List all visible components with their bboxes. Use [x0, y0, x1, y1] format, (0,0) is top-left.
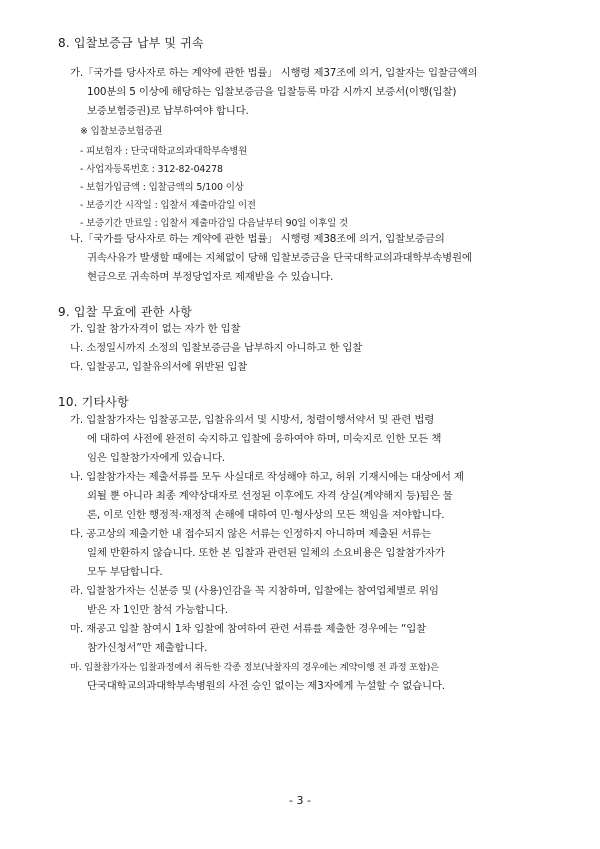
paragraph	[70, 320, 546, 339]
paragraph-line: 마. 재공고 입찰 참여시 1차 입찰에 참여하여 관련 서류를 제출한 경우에는 “입찰	[70, 623, 427, 635]
paragraph	[70, 339, 546, 358]
paragraph-line: 나. 소정일시까지 소정의 입찰보증금을 납부하지 아니하고 한 입찰	[70, 342, 363, 354]
sub-item: - 사업자등록번호 : 312-82-04278	[80, 164, 223, 175]
paragraph-line: 외될 뿐 아니라 최종 계약상대자로 선정된 이후에도 자격 상실(계약해지 등)됨은 물	[87, 490, 453, 502]
paragraph-line: 단국대학교의과대학부속병원의 사전 승인 없이는 제3자에게 누설할 수 없습니다.	[87, 680, 445, 692]
paragraph	[70, 411, 546, 468]
paragraph	[70, 658, 546, 696]
paragraph	[70, 468, 546, 525]
paragraph	[70, 230, 546, 287]
paragraph	[70, 620, 546, 658]
paragraph	[70, 525, 546, 582]
paragraph	[70, 64, 546, 121]
paragraph-line: 라. 입찰참가자는 신분증 및 (사용)인감을 꼭 지참하며, 입찰에는 참여업체별로 위임	[70, 585, 439, 597]
paragraph-line: 다. 공고상의 제출기한 내 접수되지 않은 서류는 인정하지 아니하며 제출된 서류는	[70, 528, 431, 540]
paragraph-line: 에 대하여 사전에 완전히 숙지하고 입찰에 응하여야 하며, 미숙지로 인한 모든 책	[87, 433, 442, 445]
page-number: - 3 -	[289, 794, 311, 807]
paragraph-line: 현금으로 귀속하며 부정당업자로 제재받을 수 있습니다.	[87, 271, 334, 283]
paragraph-line: 귀속사유가 발생할 때에는 지체없이 당해 입찰보증금을 단국대학교의과대학부속병원에	[87, 252, 472, 264]
sub-item: - 보험가입금액 : 입찰금액의 5/100 이상	[80, 182, 244, 193]
paragraph-line: 100분의 5 이상에 해당하는 입찰보증금을 입찰등록 마감 시까지 보증서(이행(입찰)	[87, 86, 457, 98]
sub-item: - 보증기간 시작일 : 입찰서 제출마감일 이전	[80, 200, 256, 211]
sub-item: - 보증기간 만료일 : 입찰서 제출마감일 다음날부터 90일 이후일 것	[80, 218, 348, 229]
section-heading: 8. 입찰보증금 납부 및 귀속	[58, 36, 204, 50]
paragraph	[70, 358, 546, 377]
paragraph-line: 나. 입찰참가자는 제출서류를 모두 사실대로 작성해야 하고, 허위 기재시에는 대상에서 제	[70, 471, 464, 483]
paragraph-line: 가. 입찰 참가자격이 없는 자가 한 입찰	[70, 323, 241, 335]
section-heading: 10. 기타사항	[58, 395, 129, 409]
paragraph-line: 다. 입찰공고, 입찰유의서에 위반된 입찰	[70, 361, 248, 373]
paragraph-line: 일체 반환하지 않습니다. 또한 본 입찰과 관련된 일체의 소요비용은 입찰참가자가	[87, 547, 445, 559]
paragraph-line: 마. 입찰참가자는 입찰과정에서 취득한 각종 정보(낙찰자의 경우에는 계약이행 전 과정 포함)은	[70, 662, 439, 673]
section-heading: 9. 입찰 무효에 관한 사항	[58, 305, 193, 319]
paragraph	[70, 582, 546, 620]
sub-item: - 피보험자 : 단국대학교의과대학부속병원	[80, 146, 248, 157]
paragraph-line: 가. 입찰참가자는 입찰공고문, 입찰유의서 및 시방서, 청렴이행서약서 및 관련 법령	[70, 414, 435, 426]
paragraph-line: 참가신청서”만 제출합니다.	[87, 642, 208, 654]
paragraph-line: 가.「국가를 당사자로 하는 계약에 관한 법률」 시행령 제37조에 의거, 입찰자는 입찰금액의	[70, 67, 478, 79]
note-heading: ※ 입찰보증보험증권	[80, 126, 163, 137]
paragraph-line: 모두 부담합니다.	[87, 566, 163, 578]
paragraph-line: 론, 이로 인한 행정적·재정적 손해에 대하여 민·형사상의 모든 책임을 져야합니다.	[87, 509, 445, 521]
paragraph-line: 보증보험증권)로 납부하여야 합니다.	[87, 105, 249, 117]
paragraph-line: 받은 자 1인만 참석 가능합니다.	[87, 604, 228, 616]
paragraph-line: 임은 입찰참가자에게 있습니다.	[87, 452, 225, 464]
paragraph-line: 나.「국가를 당사자로 하는 계약에 관한 법률」 시행령 제38조에 의거, 입찰보증금의	[70, 233, 445, 245]
